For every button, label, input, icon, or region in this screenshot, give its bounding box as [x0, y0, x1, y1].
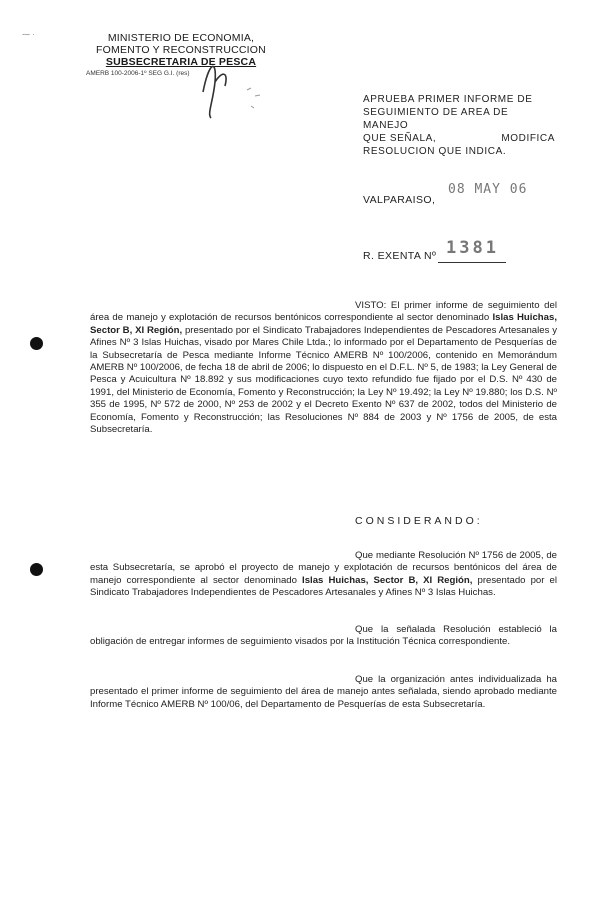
considerando-paragraph-1	[90, 550, 557, 600]
visto-sector: Islas Huichas, Sector B, XI Región,	[90, 312, 557, 336]
resolution-underline	[438, 262, 506, 263]
date-stamp: 08 MAY 06	[448, 182, 528, 197]
handwritten-initial	[195, 52, 285, 122]
considerando-paragraph-3: Que la organización antes individualizada ha presentado el primer informe de seguimiento del área de manejo antes señalada, siendo aprobado mediante Informe Técnico AMERB Nº 100/06, del Departamento de Pesquerías de esta Subsecretaría.	[90, 674, 557, 710]
punch-hole-bottom	[30, 563, 43, 576]
subject-line-3-right: MODIFICA	[501, 133, 555, 144]
city-label: VALPARAISO,	[363, 194, 436, 206]
scan-mark: ⁓ ·	[22, 30, 35, 39]
resolution-label: R. EXENTA Nº	[363, 250, 437, 262]
considerando-heading: CONSIDERANDO:	[355, 515, 483, 527]
visto-paragraph	[90, 300, 557, 436]
subject-line-3-left: QUE SEÑALA,	[363, 133, 437, 144]
subject-line-3	[363, 132, 555, 145]
considerando-p1-sector: Islas Huichas, Sector B, XI Región,	[302, 574, 473, 586]
visto-text-a: El primer informe de seguimiento del área de manejo y explotación de recursos bentónicos correspondiente al sector denominado	[90, 300, 557, 324]
subject-line-4: RESOLUCION QUE INDICA.	[363, 146, 507, 157]
resolution-number: 1381	[446, 238, 499, 258]
subject-line-1: APRUEBA PRIMER INFORME DE	[363, 94, 533, 105]
subject-block	[363, 93, 555, 158]
ministry-line-1: MINISTERIO DE ECONOMIA,	[107, 32, 255, 44]
subject-line-2: SEGUIMIENTO DE AREA DE MANEJO	[363, 107, 509, 131]
reference-code: AMERB 100-2006-1º SEG G.I. (res)	[86, 70, 190, 77]
considerando-paragraph-2: Que la señalada Resolución estableció la obligación de entregar informes de seguimiento visados por la Institución Técnica correspondiente.	[90, 624, 557, 648]
considerando-p1-text-b: presentado por el Sindicato Trabajadores Independientes de Pescadores Artesanales y Afines Nº 3 Islas Huichas.	[90, 574, 558, 599]
visto-text-b: presentado por el Sindicato Trabajadores Independientes de Pescadores Artesanales y Afines Nº 3 Islas Huichas, visado por Mares Chile Ltda.; lo informado por el Departamento de Pesquerías de la Subsecretaría de Pesca mediante Informe Técnico AMERB Nº 100/2006, contenido en Memorándum AMERB Nº 100/2006, de fecha 18 de abril de 2006; lo dispuesto en el D.F.L. Nº 5, de 1983; la Ley General de Pesca y Acuicultura Nº 18.892 y sus modificaciones cuyo texto refundido fue fijado por el D.S. Nº 430 de 1991, del Ministerio de Economía, Fomento y Reconstrucción; la Ley Nº 19.492; la Ley Nº 19.880; los D.S. Nº 355 de 1995, Nº 572 de 2000, Nº 253 de 2002 y el Decreto Exento Nº 637 de 2002, todos del Ministerio de Economía, Fomento y Reconstrucción; las Resoluciones Nº 884 de 2003 y Nº 1756 de 2005, de esta Subsecretaría.	[90, 324, 557, 436]
ministry-line-3: SUBSECRETARIA DE PESCA	[105, 56, 257, 68]
visto-label: VISTO:	[355, 300, 387, 311]
punch-hole-top	[30, 337, 43, 350]
considerando-p1-text-a: Que mediante Resolución Nº 1756 de 2005, de esta Subsecretaría, se aprobó el proyecto de manejo y explotación de recursos bentónicos del área de manejo correspondiente al sector denominado	[90, 550, 557, 586]
ministry-line-2: FOMENTO Y RECONSTRUCCION	[96, 44, 266, 56]
